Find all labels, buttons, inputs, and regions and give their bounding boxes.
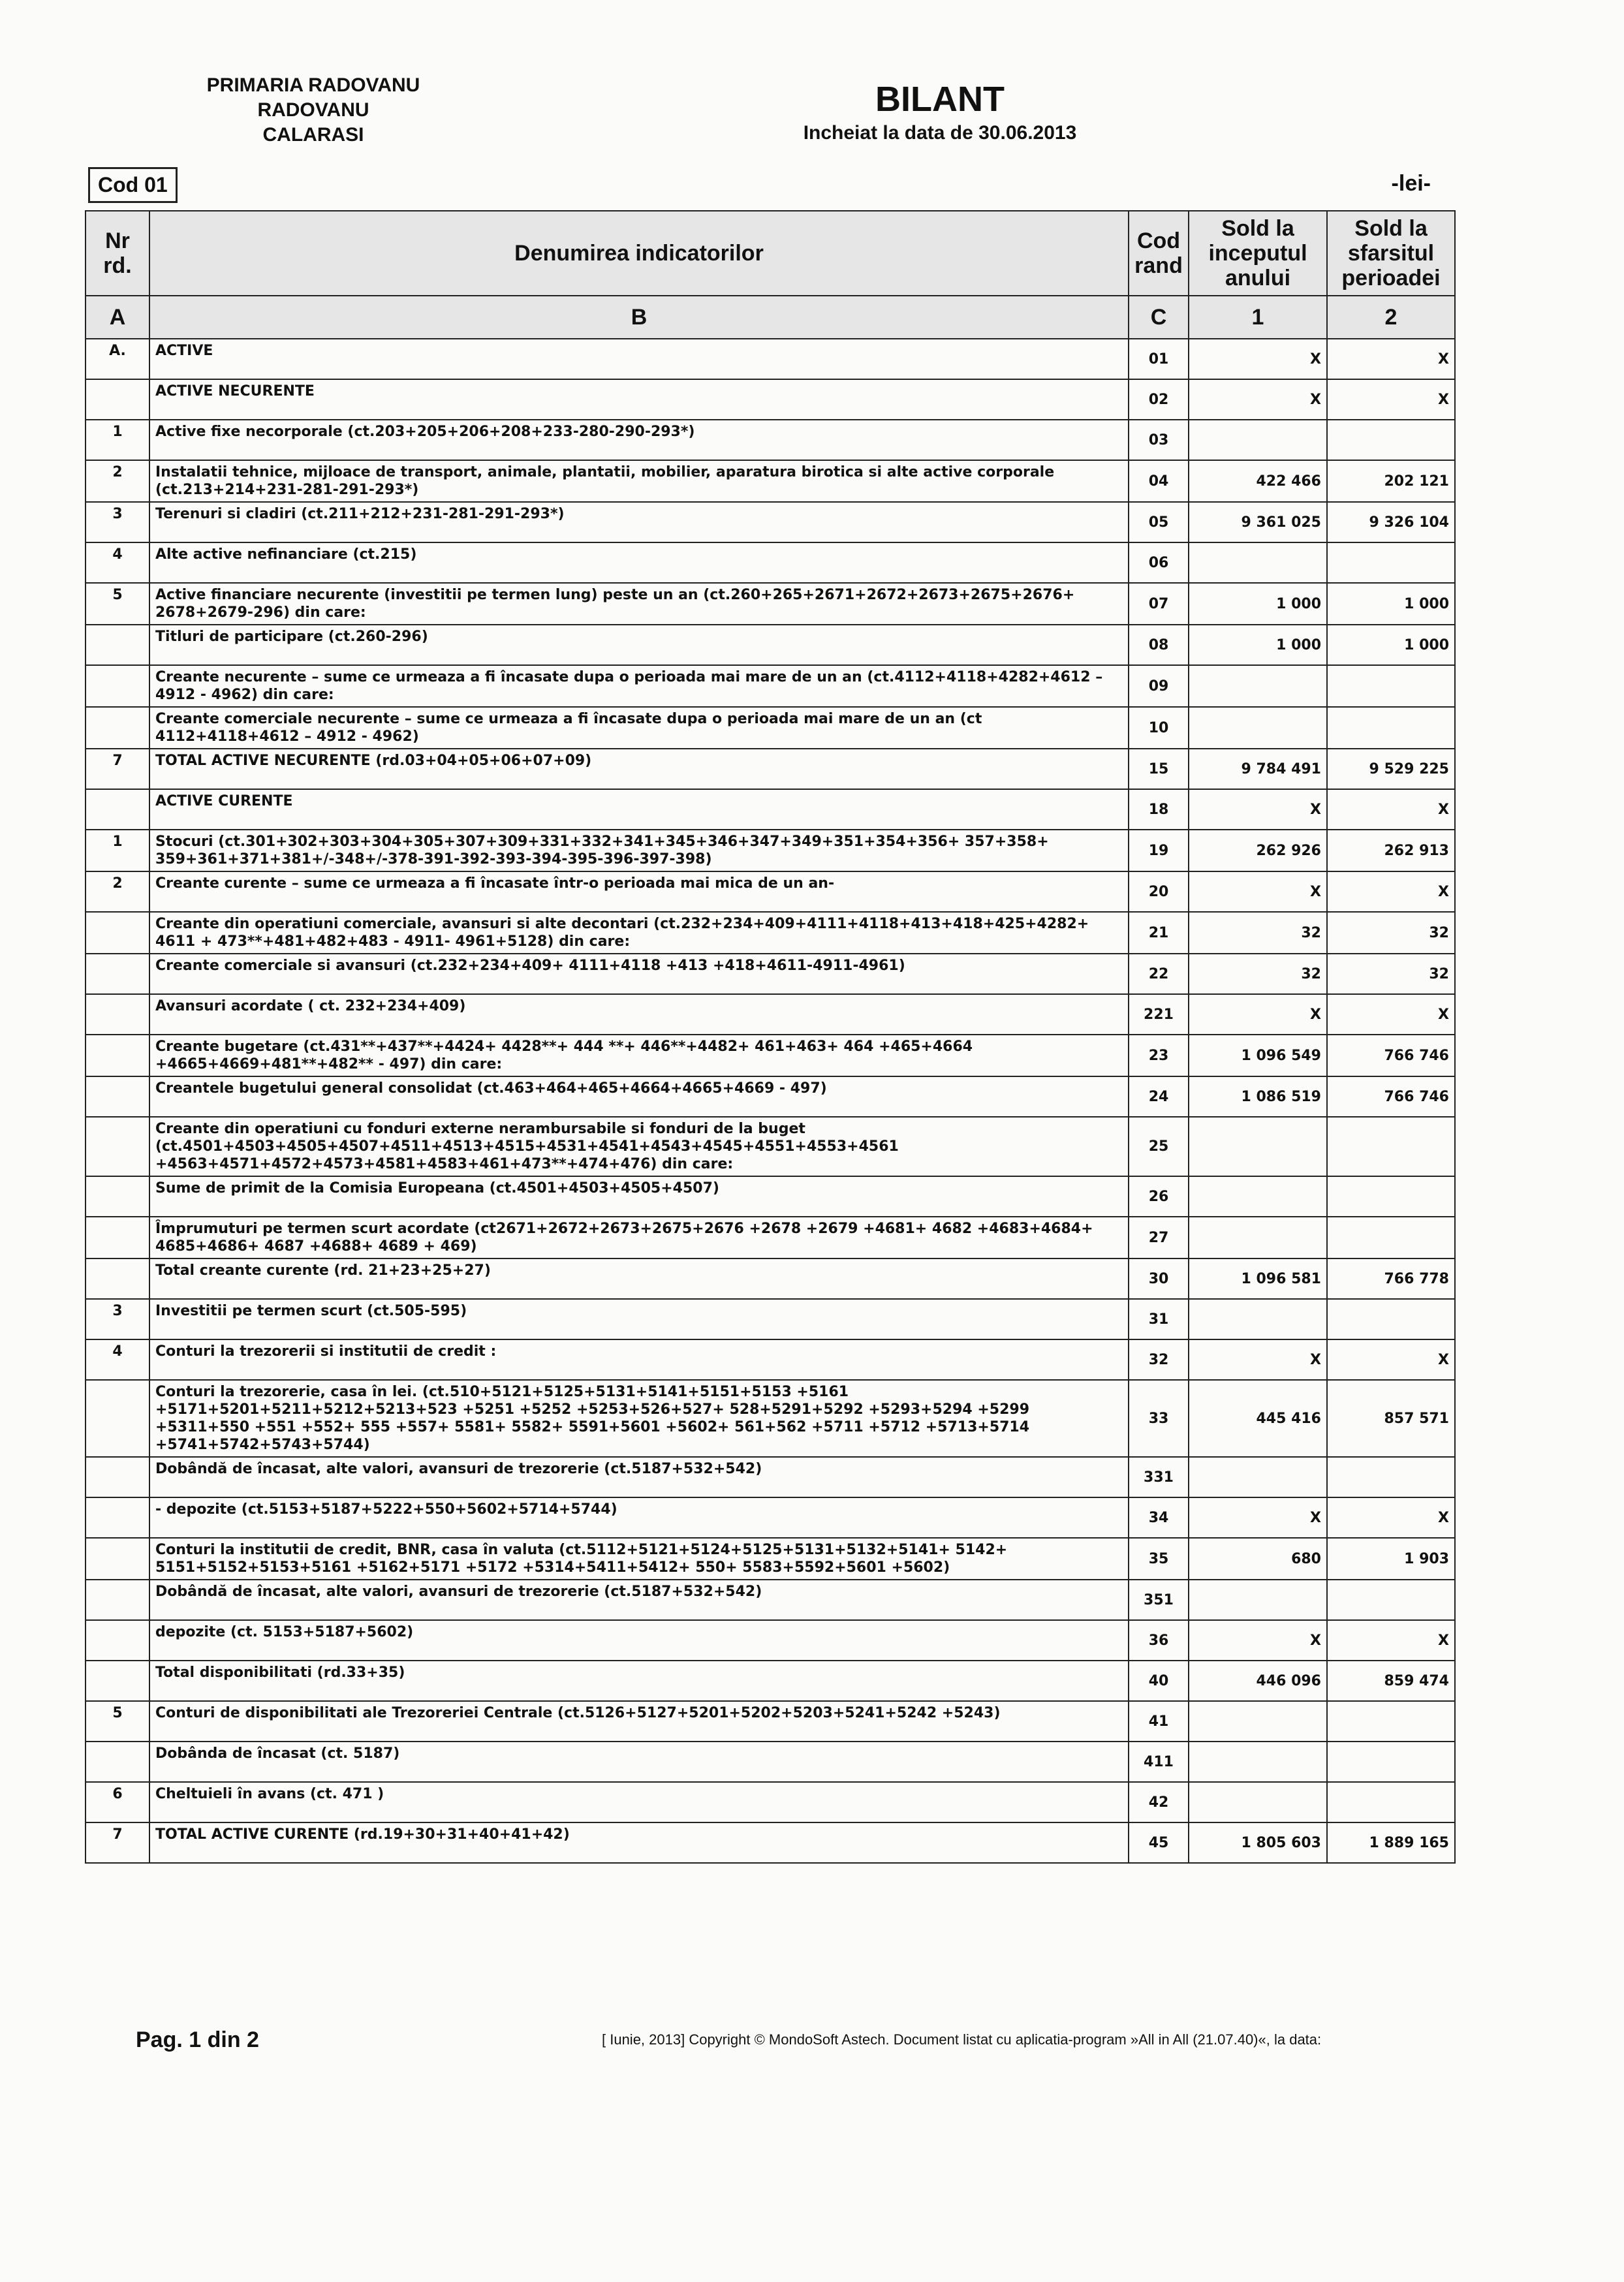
row-sold-inceput: X (1189, 994, 1327, 1035)
table-row (86, 707, 1455, 749)
table-row (86, 871, 1455, 912)
row-cod: 45 (1129, 1822, 1189, 1863)
row-sold-sfarsit: 1 889 165 (1327, 1822, 1455, 1863)
row-denumire: Total creante curente (rd. 21+23+25+27) (149, 1258, 1129, 1299)
row-cod: 04 (1129, 460, 1189, 502)
table-row (86, 749, 1455, 789)
col-header-denumire: Denumirea indicatorilor (149, 211, 1129, 296)
row-sold-sfarsit (1327, 1742, 1455, 1782)
row-cod: 10 (1129, 707, 1189, 749)
row-denumire: Investitii pe termen scurt (ct.505-595) (149, 1299, 1129, 1339)
col-header-cod: Cod rand (1129, 211, 1189, 296)
row-denumire: TOTAL ACTIVE NECURENTE (rd.03+04+05+06+07+09) (149, 749, 1129, 789)
row-cod: 07 (1129, 583, 1189, 625)
col-letter-c: C (1129, 296, 1189, 339)
row-nr (86, 954, 149, 994)
table-row (86, 830, 1455, 871)
row-nr: 3 (86, 502, 149, 542)
row-sold-sfarsit (1327, 707, 1455, 749)
cod-label: Cod 01 (88, 167, 178, 203)
row-sold-inceput (1189, 1782, 1327, 1822)
row-nr (86, 665, 149, 707)
currency-unit: -lei- (1391, 171, 1431, 196)
row-sold-sfarsit: X (1327, 1339, 1455, 1380)
table-row (86, 1076, 1455, 1117)
row-cod: 23 (1129, 1035, 1189, 1076)
table-row (86, 1217, 1455, 1258)
row-sold-inceput: 445 416 (1189, 1380, 1327, 1457)
row-cod: 34 (1129, 1497, 1189, 1538)
row-cod: 08 (1129, 625, 1189, 665)
row-cod: 30 (1129, 1258, 1189, 1299)
table-row (86, 1538, 1455, 1580)
table-row (86, 954, 1455, 994)
row-sold-sfarsit: 1 000 (1327, 583, 1455, 625)
row-denumire: Creante din operatiuni cu fonduri externe nerambursabile si fonduri de la buget (ct.4501+4503+4505+4507+4511+4513+4515+4531+4541+4543+4545+4551+4553+4561 +4563+4571+4572+4573+4581+4583+461+473**+474+476) din care: (149, 1117, 1129, 1176)
table-row (86, 1258, 1455, 1299)
row-nr (86, 1076, 149, 1117)
row-cod: 27 (1129, 1217, 1189, 1258)
row-cod: 15 (1129, 749, 1189, 789)
row-sold-sfarsit (1327, 665, 1455, 707)
row-sold-sfarsit: X (1327, 994, 1455, 1035)
row-denumire: Dobânda de încasat (ct. 5187) (149, 1742, 1129, 1782)
row-cod: 01 (1129, 339, 1189, 379)
row-sold-sfarsit (1327, 1176, 1455, 1217)
row-cod: 32 (1129, 1339, 1189, 1380)
row-sold-inceput: X (1189, 871, 1327, 912)
row-sold-sfarsit: 262 913 (1327, 830, 1455, 871)
row-nr (86, 912, 149, 954)
row-sold-inceput: 1 805 603 (1189, 1822, 1327, 1863)
row-sold-sfarsit: X (1327, 1620, 1455, 1661)
row-nr (86, 1661, 149, 1701)
row-denumire: Active fixe necorporale (ct.203+205+206+208+233-280-290-293*) (149, 420, 1129, 460)
row-denumire: ACTIVE CURENTE (149, 789, 1129, 830)
table-row (86, 789, 1455, 830)
row-cod: 351 (1129, 1580, 1189, 1620)
row-sold-inceput (1189, 1299, 1327, 1339)
row-nr (86, 1258, 149, 1299)
row-nr (86, 625, 149, 665)
row-nr (86, 1380, 149, 1457)
row-nr (86, 1742, 149, 1782)
row-denumire: Avansuri acordate ( ct. 232+234+409) (149, 994, 1129, 1035)
row-sold-sfarsit: X (1327, 379, 1455, 420)
row-nr: 5 (86, 1701, 149, 1742)
row-sold-sfarsit (1327, 420, 1455, 460)
row-nr (86, 1035, 149, 1076)
row-sold-inceput: 1 000 (1189, 625, 1327, 665)
row-cod: 20 (1129, 871, 1189, 912)
table-row (86, 339, 1455, 379)
row-cod: 05 (1129, 502, 1189, 542)
row-sold-sfarsit: 859 474 (1327, 1661, 1455, 1701)
row-nr (86, 1217, 149, 1258)
row-denumire: Conturi la institutii de credit, BNR, casa în valuta (ct.5112+5121+5124+5125+5131+5132+5141+ 5142+ 5151+5152+5153+5161 +5162+5171 +5172 +5314+5411+5412+ 550+ 5583+5592+5601 +5602) (149, 1538, 1129, 1580)
table-row (86, 583, 1455, 625)
row-denumire: Titluri de participare (ct.260-296) (149, 625, 1129, 665)
row-sold-inceput: 422 466 (1189, 460, 1327, 502)
row-nr (86, 1497, 149, 1538)
row-denumire: Alte active nefinanciare (ct.215) (149, 542, 1129, 583)
row-cod: 24 (1129, 1076, 1189, 1117)
row-sold-sfarsit: 766 746 (1327, 1035, 1455, 1076)
row-denumire: depozite (ct. 5153+5187+5602) (149, 1620, 1129, 1661)
col-letter-2: 2 (1327, 296, 1455, 339)
row-nr: 7 (86, 1822, 149, 1863)
table-row (86, 1117, 1455, 1176)
row-denumire: Creante comerciale necurente – sume ce urmeaza a fi încasate dupa o perioada mai mare de un an (ct 4112+4118+4612 – 4912 - 4962) (149, 707, 1129, 749)
row-cod: 41 (1129, 1701, 1189, 1742)
row-sold-sfarsit (1327, 1457, 1455, 1497)
row-cod: 21 (1129, 912, 1189, 954)
table-body (86, 339, 1455, 1863)
row-cod: 25 (1129, 1117, 1189, 1176)
row-cod: 411 (1129, 1742, 1189, 1782)
row-sold-inceput (1189, 542, 1327, 583)
table-row (86, 1497, 1455, 1538)
table-row (86, 1701, 1455, 1742)
row-denumire: Terenuri si cladiri (ct.211+212+231-281-291-293*) (149, 502, 1129, 542)
document-title-block (744, 78, 1136, 146)
row-cod: 19 (1129, 830, 1189, 871)
table-row (86, 1299, 1455, 1339)
row-sold-inceput (1189, 420, 1327, 460)
document-subtitle: Incheiat la data de 30.06.2013 (803, 122, 1077, 144)
row-denumire: Active financiare necurente (investitii pe termen lung) peste un an (ct.260+265+2671+2672+2673+2675+2676+ 2678+2679-296) din care: (149, 583, 1129, 625)
row-denumire: Creante comerciale si avansuri (ct.232+234+409+ 4111+4118 +413 +418+4611-4911-4961) (149, 954, 1129, 994)
row-sold-sfarsit: 766 778 (1327, 1258, 1455, 1299)
row-nr: 4 (86, 542, 149, 583)
row-sold-inceput: X (1189, 1620, 1327, 1661)
row-cod: 22 (1129, 954, 1189, 994)
row-sold-inceput (1189, 1117, 1327, 1176)
table-row (86, 912, 1455, 954)
row-sold-inceput (1189, 707, 1327, 749)
row-sold-sfarsit: 32 (1327, 954, 1455, 994)
row-nr: 1 (86, 830, 149, 871)
row-cod: 33 (1129, 1380, 1189, 1457)
table-row (86, 1782, 1455, 1822)
row-sold-inceput (1189, 1742, 1327, 1782)
row-nr: 4 (86, 1339, 149, 1380)
table-header-row (86, 211, 1455, 296)
table-row (86, 1580, 1455, 1620)
row-denumire: Creantele bugetului general consolidat (ct.463+464+465+4664+4665+4669 - 497) (149, 1076, 1129, 1117)
row-sold-inceput: 1 000 (1189, 583, 1327, 625)
table-row (86, 1339, 1455, 1380)
table-row (86, 379, 1455, 420)
row-nr (86, 1117, 149, 1176)
row-sold-sfarsit (1327, 1701, 1455, 1742)
table-row (86, 1035, 1455, 1076)
row-nr (86, 994, 149, 1035)
institution-county: CALARASI (262, 124, 364, 146)
row-sold-inceput: 9 361 025 (1189, 502, 1327, 542)
row-sold-sfarsit: 857 571 (1327, 1380, 1455, 1457)
row-sold-inceput (1189, 1580, 1327, 1620)
row-cod: 221 (1129, 994, 1189, 1035)
row-nr (86, 1457, 149, 1497)
row-sold-inceput: 262 926 (1189, 830, 1327, 871)
row-cod: 35 (1129, 1538, 1189, 1580)
row-sold-inceput (1189, 1457, 1327, 1497)
col-header-sold-sfarsit: Sold la sfarsitul perioadei (1327, 211, 1455, 296)
row-denumire: Dobândă de încasat, alte valori, avansuri de trezorerie (ct.5187+532+542) (149, 1580, 1129, 1620)
table-row (86, 502, 1455, 542)
institution-name: PRIMARIA RADOVANU (206, 74, 420, 96)
row-nr: 1 (86, 420, 149, 460)
row-denumire: - depozite (ct.5153+5187+5222+550+5602+5714+5744) (149, 1497, 1129, 1538)
row-sold-sfarsit: X (1327, 1497, 1455, 1538)
row-nr (86, 1580, 149, 1620)
row-denumire: Conturi la trezorerii si institutii de credit : (149, 1339, 1129, 1380)
row-sold-sfarsit (1327, 1580, 1455, 1620)
row-denumire: Conturi de disponibilitati ale Trezoreriei Centrale (ct.5126+5127+5201+5202+5203+5241+5242 +5243) (149, 1701, 1129, 1742)
table-row (86, 1176, 1455, 1217)
row-denumire: ACTIVE NECURENTE (149, 379, 1129, 420)
row-sold-inceput: X (1189, 1497, 1327, 1538)
row-sold-inceput (1189, 1701, 1327, 1742)
row-denumire: Instalatii tehnice, mijloace de transport, animale, plantatii, mobilier, aparatura birotica si alte active corporale (ct.213+214+231-281-291-293*) (149, 460, 1129, 502)
row-nr (86, 789, 149, 830)
table-row (86, 420, 1455, 460)
row-denumire: Creante necurente – sume ce urmeaza a fi încasate dupa o perioada mai mare de un an (ct.4112+4118+4282+4612 – 4912 - 4962) din care: (149, 665, 1129, 707)
row-nr: 6 (86, 1782, 149, 1822)
row-denumire: Dobândă de încasat, alte valori, avansuri de trezorerie (ct.5187+532+542) (149, 1457, 1129, 1497)
row-sold-inceput: X (1189, 789, 1327, 830)
row-sold-inceput: 1 096 581 (1189, 1258, 1327, 1299)
row-sold-sfarsit: X (1327, 871, 1455, 912)
table-row (86, 542, 1455, 583)
page-number: Pag. 1 din 2 (136, 2027, 259, 2052)
institution-header (189, 73, 437, 148)
row-nr (86, 1620, 149, 1661)
row-denumire: Creante din operatiuni comerciale, avansuri si alte decontari (ct.232+234+409+4111+4118+413+418+425+4282+ 4611 + 473**+481+482+483 - 4911- 4961+5128) din care: (149, 912, 1129, 954)
table-row (86, 1742, 1455, 1782)
row-nr (86, 707, 149, 749)
row-denumire: Total disponibilitati (rd.33+35) (149, 1661, 1129, 1701)
row-denumire: Stocuri (ct.301+302+303+304+305+307+309+331+332+341+345+346+347+349+351+354+356+ 357+358+ 359+361+371+381+/-348+/-378-391-392-393-394-395-396-397-398) (149, 830, 1129, 871)
row-nr: 7 (86, 749, 149, 789)
table-row (86, 1661, 1455, 1701)
row-cod: 36 (1129, 1620, 1189, 1661)
row-nr: 2 (86, 460, 149, 502)
row-cod: 331 (1129, 1457, 1189, 1497)
document-title: BILANT (875, 80, 1005, 119)
row-sold-inceput (1189, 1217, 1327, 1258)
row-sold-sfarsit (1327, 1117, 1455, 1176)
row-denumire: Împrumuturi pe termen scurt acordate (ct2671+2672+2673+2675+2676 +2678 +2679 +4681+ 4682 +4683+4684+ 4685+4686+ 4687 +4688+ 4689 + 469) (149, 1217, 1129, 1258)
row-cod: 42 (1129, 1782, 1189, 1822)
table-row (86, 665, 1455, 707)
row-sold-inceput: 680 (1189, 1538, 1327, 1580)
row-sold-inceput: 446 096 (1189, 1661, 1327, 1701)
col-header-nr: Nr rd. (86, 211, 149, 296)
table-row (86, 994, 1455, 1035)
row-denumire: ACTIVE (149, 339, 1129, 379)
row-nr (86, 1538, 149, 1580)
copyright-note: [ Iunie, 2013] Copyright © MondoSoft Astech. Document listat cu aplicatia-program »All in All (21.07.40)«, la data: (602, 2031, 1322, 2048)
row-sold-inceput: 9 784 491 (1189, 749, 1327, 789)
row-sold-inceput: 32 (1189, 954, 1327, 994)
table-row (86, 1457, 1455, 1497)
row-sold-sfarsit: 32 (1327, 912, 1455, 954)
table-row (86, 1822, 1455, 1863)
table-row (86, 625, 1455, 665)
row-denumire: Conturi la trezorerie, casa în lei. (ct.510+5121+5125+5131+5141+5151+5153 +5161 +5171+5201+5211+5212+5213+523 +5251 +5252 +5253+526+527+ 528+5291+5292 +5293+5294 +5299 +5311+550 +551 +552+ 555 +557+ 5581+ 5582+ 5591+5601 +5602+ 561+562 +5711 +5712 +5713+5714 +5741+5742+5743+5744) (149, 1380, 1129, 1457)
row-cod: 03 (1129, 420, 1189, 460)
row-sold-inceput: X (1189, 1339, 1327, 1380)
row-sold-sfarsit (1327, 1299, 1455, 1339)
row-sold-sfarsit: 9 326 104 (1327, 502, 1455, 542)
row-sold-sfarsit: 9 529 225 (1327, 749, 1455, 789)
row-nr: 5 (86, 583, 149, 625)
row-sold-sfarsit: X (1327, 339, 1455, 379)
row-nr: 3 (86, 1299, 149, 1339)
row-nr: 2 (86, 871, 149, 912)
row-sold-inceput: X (1189, 379, 1327, 420)
row-sold-sfarsit (1327, 542, 1455, 583)
row-cod: 09 (1129, 665, 1189, 707)
row-cod: 31 (1129, 1299, 1189, 1339)
balance-sheet-table (85, 210, 1456, 1864)
row-sold-sfarsit: 1 903 (1327, 1538, 1455, 1580)
row-sold-sfarsit: 202 121 (1327, 460, 1455, 502)
table-row (86, 1380, 1455, 1457)
row-sold-sfarsit: 766 746 (1327, 1076, 1455, 1117)
row-cod: 06 (1129, 542, 1189, 583)
col-letter-1: 1 (1189, 296, 1327, 339)
col-header-sold-inceput: Sold la inceputul anului (1189, 211, 1327, 296)
row-cod: 18 (1129, 789, 1189, 830)
row-sold-sfarsit: X (1327, 789, 1455, 830)
row-nr (86, 1176, 149, 1217)
row-denumire: Sume de primit de la Comisia Europeana (ct.4501+4503+4505+4507) (149, 1176, 1129, 1217)
row-cod: 40 (1129, 1661, 1189, 1701)
row-sold-inceput: 1 086 519 (1189, 1076, 1327, 1117)
row-cod: 26 (1129, 1176, 1189, 1217)
row-sold-sfarsit (1327, 1217, 1455, 1258)
col-letter-b: B (149, 296, 1129, 339)
row-nr (86, 379, 149, 420)
institution-locality: RADOVANU (257, 99, 369, 121)
col-letter-a: A (86, 296, 149, 339)
table-letter-row (86, 296, 1455, 339)
table-row (86, 1620, 1455, 1661)
row-sold-inceput (1189, 1176, 1327, 1217)
row-sold-inceput: 1 096 549 (1189, 1035, 1327, 1076)
row-sold-inceput: 32 (1189, 912, 1327, 954)
row-cod: 02 (1129, 379, 1189, 420)
row-sold-sfarsit (1327, 1782, 1455, 1822)
row-sold-inceput: X (1189, 339, 1327, 379)
row-denumire: TOTAL ACTIVE CURENTE (rd.19+30+31+40+41+42) (149, 1822, 1129, 1863)
row-sold-inceput (1189, 665, 1327, 707)
row-denumire: Creante bugetare (ct.431**+437**+4424+ 4428**+ 444 **+ 446**+4482+ 461+463+ 464 +465+4664 +4665+4669+481**+482** - 497) din care: (149, 1035, 1129, 1076)
table-row (86, 460, 1455, 502)
row-denumire: Cheltuieli în avans (ct. 471 ) (149, 1782, 1129, 1822)
row-sold-sfarsit: 1 000 (1327, 625, 1455, 665)
row-nr: A. (86, 339, 149, 379)
row-denumire: Creante curente – sume ce urmeaza a fi încasate într-o perioada mai mica de un an- (149, 871, 1129, 912)
